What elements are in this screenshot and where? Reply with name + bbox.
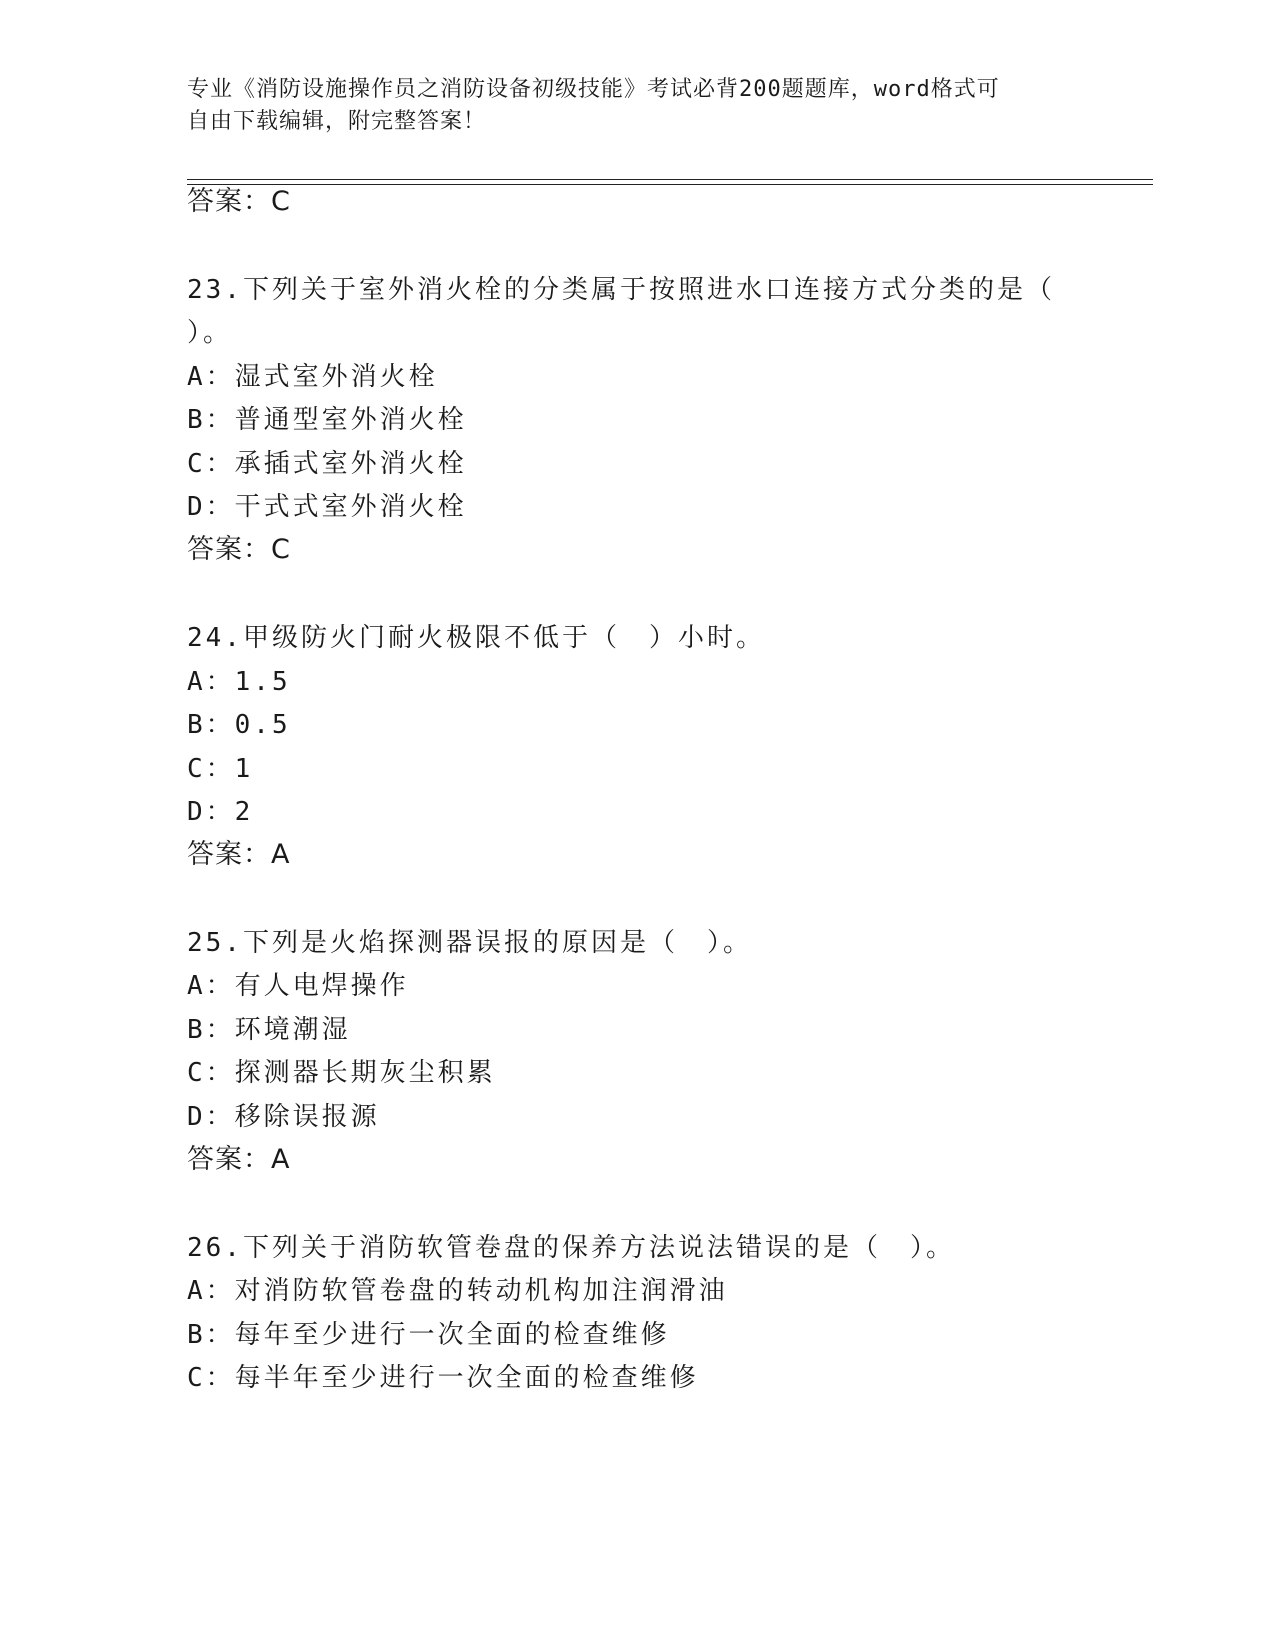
question-23-stem-line-1: 23.下列关于室外消火栓的分类属于按照进水口连接方式分类的是（	[187, 275, 1055, 305]
question-23-answer: 答案：C	[187, 534, 291, 565]
header-line-1: 专业《消防设施操作员之消防设备初级技能》考试必背200题题库，word格式可	[187, 77, 1000, 102]
question-23-option-b: B：普通型室外消火栓	[187, 405, 467, 435]
question-25-stem: 25.下列是火焰探测器误报的原因是（ ）。	[187, 928, 752, 958]
header-line-2: 自由下载编辑，附完整答案！	[187, 109, 487, 134]
question-26-stem: 26.下列关于消防软管卷盘的保养方法说法错误的是（ ）。	[187, 1233, 955, 1263]
document-header	[187, 74, 1087, 138]
question-23-option-a: A：湿式室外消火栓	[187, 362, 438, 392]
question-25-option-d: D：移除误报源	[187, 1102, 380, 1132]
question-26-option-b: B：每年至少进行一次全面的检查维修	[187, 1320, 670, 1350]
header-rule-top	[187, 179, 1153, 180]
question-24-option-b: B：0.5	[187, 710, 291, 740]
question-24-option-a: A：1.5	[187, 667, 291, 697]
question-24-stem: 24.甲级防火门耐火极限不低于（ ）小时。	[187, 623, 765, 653]
question-23-option-c: C：承插式室外消火栓	[187, 449, 467, 479]
question-24-option-d: D：2	[187, 797, 254, 827]
question-26-option-a: A：对消防软管卷盘的转动机构加注润滑油	[187, 1276, 728, 1306]
question-23-stem-line-2: ）。	[187, 318, 233, 348]
question-25-answer: 答案：A	[187, 1144, 291, 1175]
question-25-option-c: C：探测器长期灰尘积累	[187, 1058, 496, 1088]
question-26-option-c: C：每半年至少进行一次全面的检查维修	[187, 1363, 699, 1393]
question-25-option-a: A：有人电焊操作	[187, 971, 409, 1001]
question-24-answer: 答案：A	[187, 839, 291, 870]
question-25-option-b: B：环境潮湿	[187, 1015, 351, 1045]
question-24-option-c: C：1	[187, 754, 254, 784]
header-rule-bottom	[187, 184, 1153, 185]
previous-answer: 答案：C	[187, 186, 291, 217]
question-23-option-d: D：干式式室外消火栓	[187, 492, 467, 522]
